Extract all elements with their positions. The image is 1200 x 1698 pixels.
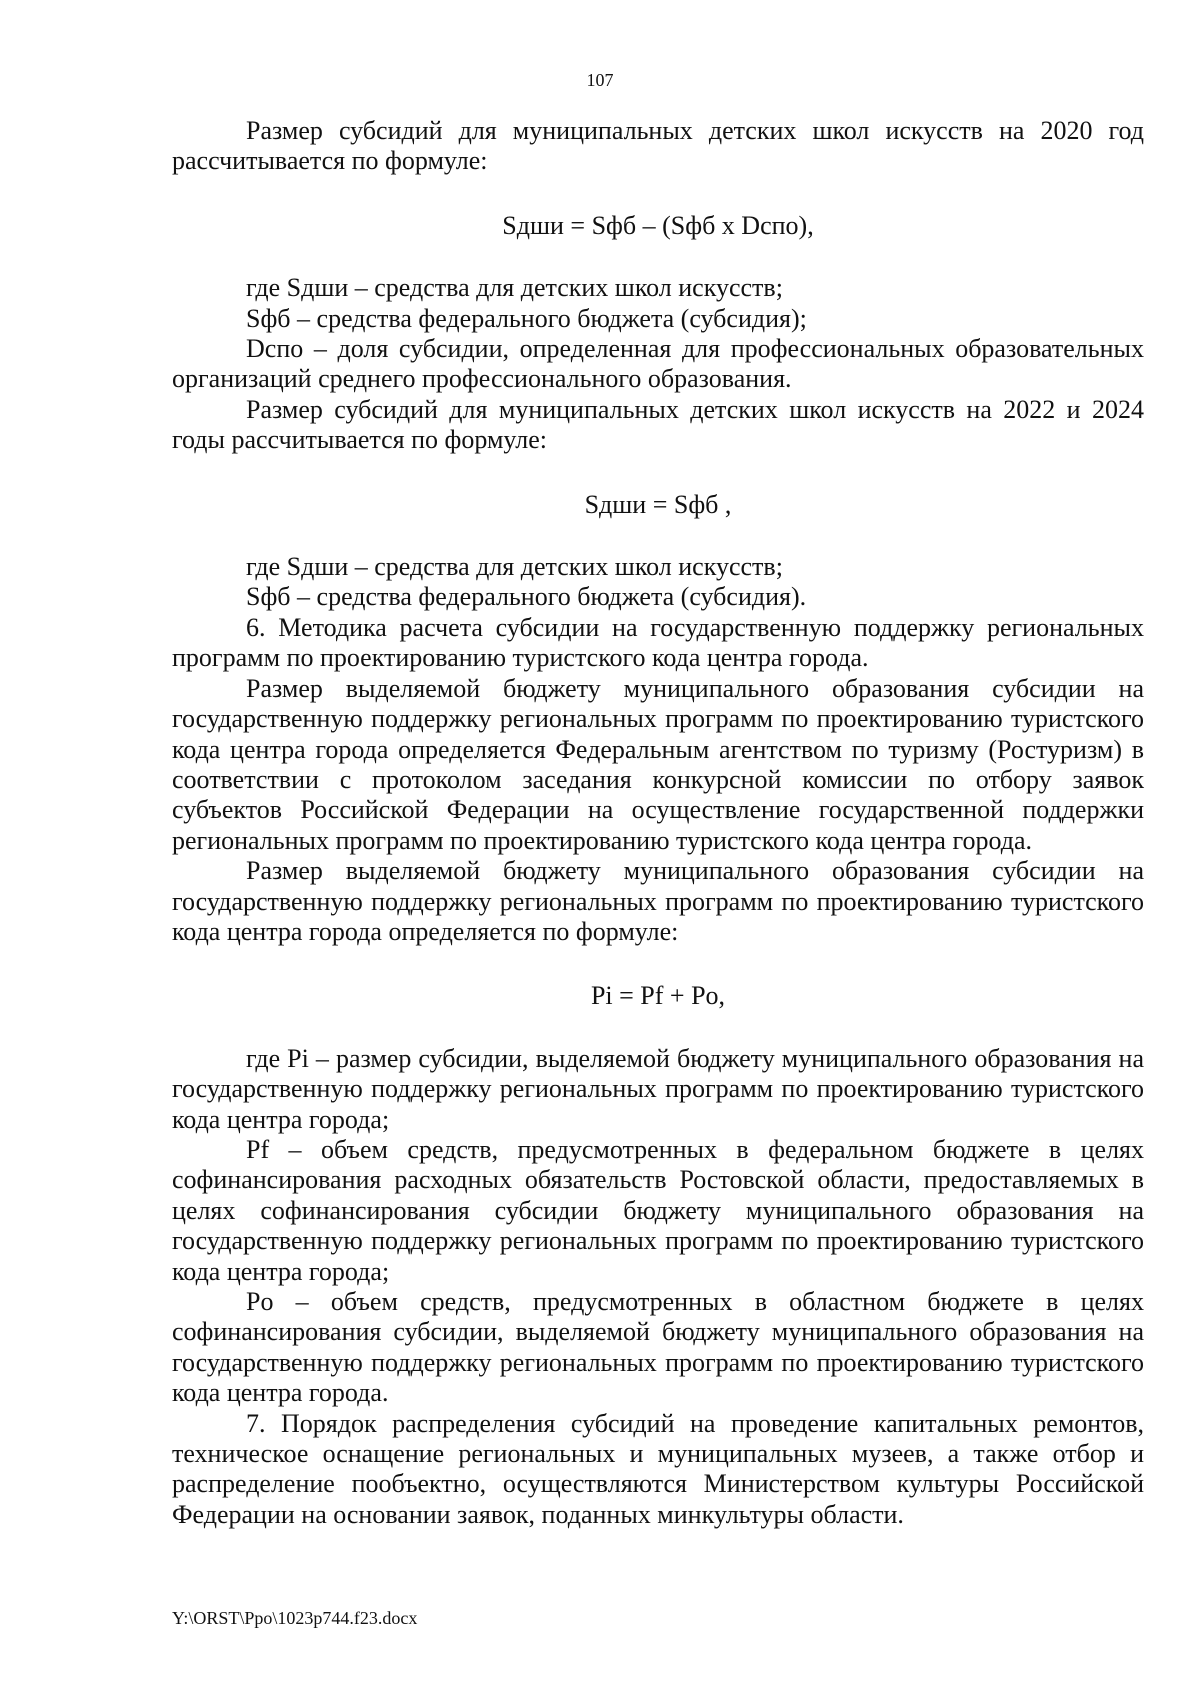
paragraph: Размер субсидий для муниципальных детских школ искусств на 2020 год рассчитывается по формуле:: [172, 116, 1144, 176]
document-body: [172, 116, 1144, 1530]
paragraph: где Pi – размер субсидии, выделяемой бюджету муниципального образования на государственную поддержку региональных программ по проектированию туристского кода центра города;: [172, 1043, 1144, 1134]
footer-file-path: Y:\ORST\Ppo\1023p744.f23.docx: [172, 1608, 418, 1628]
paragraph: где Sдши – средства для детских школ искусств;: [246, 552, 783, 582]
spacer: [172, 177, 1144, 211]
paragraph: Po – объем средств, предусмотренных в областном бюджете в целях софинансирования субсидии, выделяемой бюджету муниципального образования на государственную поддержку региональных программ по проектированию туристского кода центра города.: [172, 1287, 1144, 1408]
spacer: [172, 520, 1144, 552]
paragraph: Pf – объем средств, предусмотренных в федеральном бюджете в целях софинансирования расходных обязательств Ростовской области, предоставляемых в целях софинансирования субсидии бюджету муниципального образования на государственную поддержку региональных программ по проектированию туристского кода центра города;: [172, 1134, 1144, 1286]
paragraph: Sфб – средства федерального бюджета (субсидия).: [246, 582, 807, 612]
paragraph: Sфб – средства федерального бюджета (субсидия);: [246, 303, 807, 333]
paragraph: Размер выделяемой бюджету муниципального образования субсидии на государственную поддержку региональных программ по проектированию туристского кода центра города определяется Федеральным агентством по туризму (Ростуризм) в соответствии с протоколом заседания конкурсной комиссии по отбору заявок субъектов Российской Федерации на осуществление государственной поддержки региональных программ по проектированию туристского кода центра города.: [172, 673, 1144, 855]
paragraph: где Sдши – средства для детских школ искусств;: [246, 273, 783, 303]
paragraph: Размер выделяемой бюджету муниципального образования субсидии на государственную поддержку региональных программ по проектированию туристского кода центра города определяется по формуле:: [172, 856, 1144, 946]
page-number: 107: [586, 70, 614, 90]
spacer: [172, 947, 1144, 981]
section-heading-7: 7. Порядок распределения субсидий на проведение капитальных ремонтов, техническое оснащение региональных и муниципальных музеев, а также отбор и распределение пообъектно, осуществляются Министерством культуры Российской Федерации на основании заявок, поданных минкультуры области.: [172, 1408, 1144, 1529]
spacer: [172, 241, 1144, 273]
formula-sdshi-2022-2024: Sдши = Sфб ,: [584, 489, 732, 519]
spacer: [172, 456, 1144, 490]
formula-sdshi-2020: Sдши = Sфб – (Sфб х Dспо),: [502, 210, 814, 240]
paragraph: Dспо – доля субсидии, определенная для профессиональных образовательных организаций среднего профессионального образования.: [172, 334, 1144, 394]
spacer: [172, 1012, 1144, 1044]
formula-pi: Pi = Pf + Po,: [590, 981, 726, 1011]
paragraph: Размер субсидий для муниципальных детских школ искусств на 2022 и 2024 годы рассчитывается по формуле:: [172, 394, 1144, 455]
section-heading-6: 6. Методика расчета субсидии на государственную поддержку региональных программ по проектированию туристского кода центра города.: [172, 612, 1144, 673]
